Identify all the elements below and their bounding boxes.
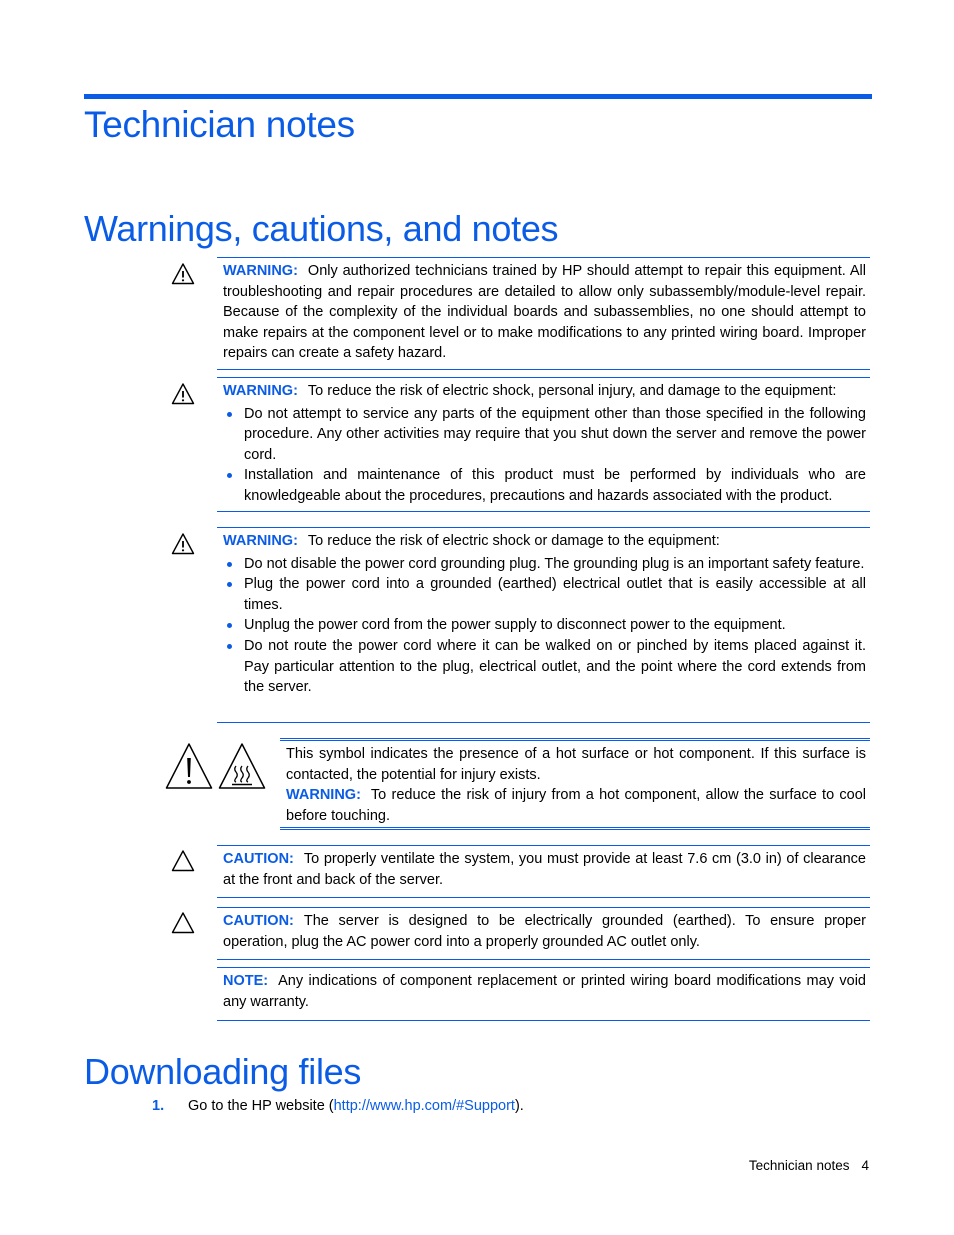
step-number: 1. [152, 1098, 165, 1114]
warning-text: To reduce the risk of injury from a hot component, allow the surface to cool before touching. [286, 787, 866, 824]
warning-text: To reduce the risk of electric shock or damage to the equipment: [307, 533, 720, 549]
hot-surface-text: This symbol indicates the presence of a hot surface or hot component. If this surface is contacted, the potential for injury exists. [286, 746, 866, 783]
warning-box-1 [217, 257, 870, 370]
step-text-end: ). [514, 1098, 524, 1114]
hp-support-link[interactable]: http://www.hp.com/#Support [333, 1098, 515, 1114]
section-title-downloading: Downloading files [84, 1051, 362, 1092]
warning-triangle-icon [171, 532, 195, 556]
caution-box-2 [217, 907, 870, 960]
step-text: Go to the HP website ( [188, 1098, 334, 1114]
warning-label: WARNING: [286, 787, 361, 804]
note-text: Any indications of component replacement or printed wiring board modifications may void any warranty. [223, 973, 866, 1010]
caution-text: To properly ventilate the system, you must provide at least 7.6 cm (3.0 in) of clearance at the front and back of the server. [223, 851, 866, 888]
warning-large-icon [165, 742, 213, 790]
page-footer [749, 1158, 869, 1173]
bullet-item: Do not route the power cord where it can be walked on or pinched by items placed against it. Pay particular attention to the plug, electrical outlet, and the point where the cord extends from the server. [223, 636, 866, 698]
hot-surface-box [280, 738, 870, 830]
hot-surface-icon [218, 742, 266, 790]
note-label: NOTE: [223, 973, 269, 989]
warning-text: To reduce the risk of electric shock, personal injury, and damage to the equipment: [307, 383, 837, 399]
footer-label: Technician notes [748, 1158, 850, 1173]
warning-bullet-list [223, 404, 866, 507]
bullet-item: Unplug the power cord from the power supply to disconnect power to the equipment. [223, 615, 866, 636]
warning-bullet-list [223, 554, 866, 698]
caution-triangle-icon [171, 911, 195, 935]
chapter-rule [84, 94, 872, 99]
section-title-warnings: Warnings, cautions, and notes [84, 208, 559, 249]
caution-label: CAUTION: [223, 913, 294, 929]
step-item [152, 1098, 524, 1114]
bullet-item: Do not disable the power cord grounding plug. The grounding plug is an important safety feature. [223, 554, 866, 575]
warning-triangle-icon [171, 382, 195, 406]
warning-label: WARNING: [223, 383, 298, 399]
chapter-title: Technician notes [84, 104, 355, 145]
page-number: 4 [861, 1158, 869, 1173]
warning-box-2 [217, 377, 870, 512]
note-box [217, 967, 870, 1021]
warning-label: WARNING: [223, 263, 298, 279]
caution-label: CAUTION: [223, 851, 294, 867]
warning-text: Only authorized technicians trained by HP should attempt to repair this equipment. All troubleshooting and repair procedures are detailed to allow only subassembly/module-level repair. Because of the complexity of the individual boards and subassemblies, no one should attempt to make repairs at the component level or to make modifications to any printed wiring board. Improper repairs can create a safety hazard. [223, 263, 866, 362]
bullet-item: Plug the power cord into a grounded (earthed) electrical outlet that is easily accessible at all times. [223, 574, 866, 615]
caution-text: The server is designed to be electrically grounded (earthed). To ensure proper operation, plug the AC power cord into a properly grounded AC outlet only. [223, 913, 866, 950]
warning-box-3 [217, 527, 870, 723]
caution-box-1 [217, 845, 870, 898]
caution-triangle-icon [171, 849, 195, 873]
warning-label: WARNING: [223, 533, 298, 549]
bullet-item: Do not attempt to service any parts of the equipment other than those specified in the following procedure. Any other activities may require that you shut down the server and remove the power cord. [223, 404, 866, 466]
warning-triangle-icon [171, 262, 195, 286]
bullet-item: Installation and maintenance of this product must be performed by individuals who are knowledgeable about the procedures, precautions and hazards associated with the product. [223, 465, 866, 506]
